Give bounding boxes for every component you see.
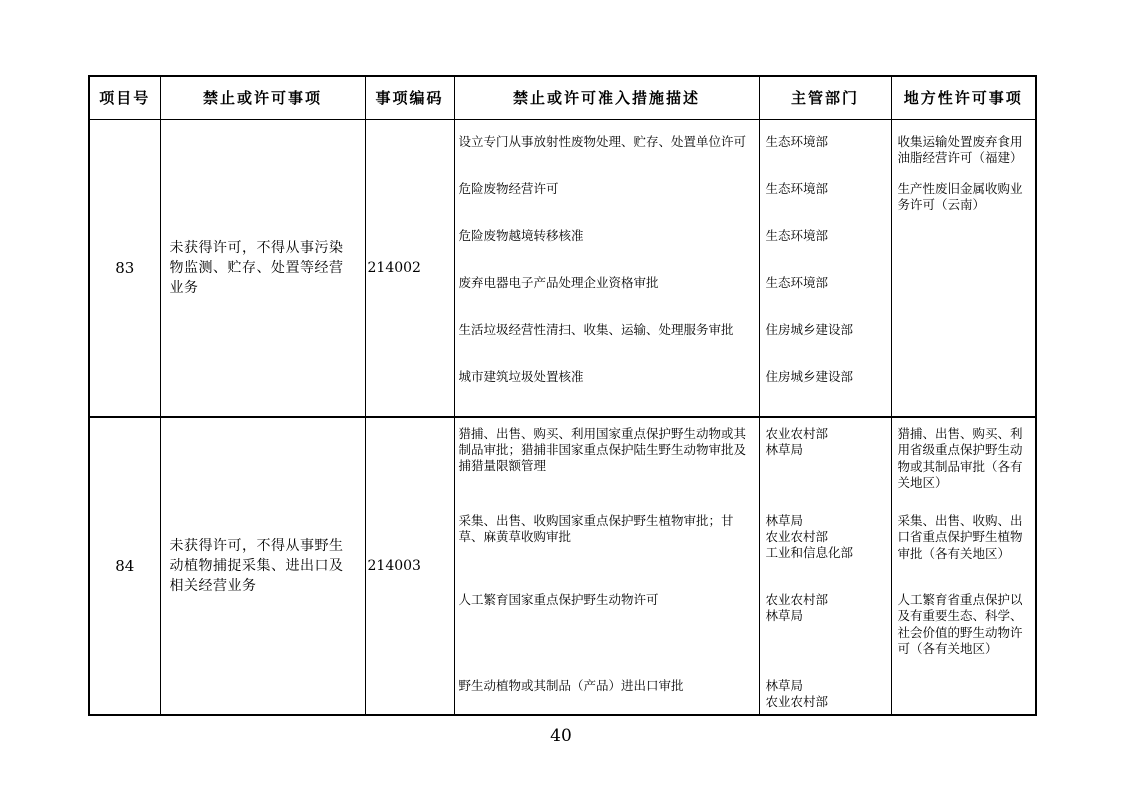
- header-local-permit-item: 地方性许可事项: [891, 76, 1036, 119]
- measure-text: 危险废物经营许可: [458, 180, 559, 196]
- department-stack: [760, 120, 891, 416]
- measure-entry: [455, 369, 759, 416]
- dept-entry: [760, 513, 891, 592]
- local-permit-text: 猎捕、出售、购买、利用省级重点保护野生动物或其制品审批（各有关地区）: [897, 425, 1023, 490]
- item-code: 214003: [367, 557, 421, 574]
- dept-name: 农业农村部: [765, 425, 829, 441]
- prohibited-item-text: 未获得许可，不得从事野生动植物捕捉采集、进出口及相关经营业务: [169, 537, 344, 594]
- project-number: 83: [115, 258, 135, 277]
- dept-name: 生态环境部: [765, 180, 829, 196]
- measure-entry: [455, 426, 759, 513]
- local-entry: [892, 134, 1036, 181]
- dept-name: 住房城乡建设部: [765, 321, 854, 337]
- measure-text: 采集、出售、收购国家重点保护野生植物审批；甘草、麻黄草收购审批: [458, 512, 734, 544]
- local-permit-stack: [892, 418, 1036, 714]
- dept-entry: [760, 228, 891, 275]
- measure-text: 危险废物越境转移核准: [458, 227, 584, 243]
- dept-name: 林草局: [765, 607, 804, 623]
- departments-cell: [759, 417, 891, 715]
- measure-text: 人工繁育国家重点保护野生动物许可: [458, 591, 659, 607]
- dept-name: 农业农村部: [765, 528, 829, 544]
- measure-entry: [455, 592, 759, 678]
- measure-entry: [455, 322, 759, 369]
- measure-text: 野生动植物或其制品（产品）进出口审批: [458, 677, 684, 693]
- local-entry: [892, 228, 1036, 275]
- local-entry: [892, 678, 1036, 714]
- header-item-code: 事项编码: [365, 76, 454, 119]
- table-row-84: [89, 417, 1036, 715]
- header-competent-department: 主管部门: [759, 76, 891, 119]
- header-measure-description: 禁止或许可准入措施描述: [454, 76, 759, 119]
- item-code-cell: [365, 119, 454, 417]
- dept-name: 林草局: [765, 512, 804, 528]
- project-number: 84: [115, 556, 135, 575]
- dept-entry: [760, 592, 891, 678]
- measure-entry: [455, 228, 759, 275]
- measure-stack: [455, 120, 759, 416]
- dept-name: 生态环境部: [765, 227, 829, 243]
- measure-text: 废弃电器电子产品处理企业资格审批: [458, 274, 659, 290]
- local-entry: [892, 426, 1036, 513]
- local-permit-text: 收集运输处置废弃食用油脂经营许可（福建）: [897, 133, 1023, 165]
- header-prohibited-item: 禁止或许可事项: [160, 76, 365, 119]
- dept-entry: [760, 369, 891, 416]
- table-row-83: [89, 119, 1036, 417]
- dept-entry: [760, 426, 891, 513]
- item-code: 214002: [367, 259, 421, 276]
- local-entry: [892, 369, 1036, 416]
- dept-name: 农业农村部: [765, 693, 829, 709]
- local-entry: [892, 592, 1036, 678]
- local-entry: [892, 181, 1036, 228]
- header-project-number: 项目号: [89, 76, 160, 119]
- prohibited-item-cell: [160, 119, 365, 417]
- measures-cell: [454, 119, 759, 417]
- measure-stack: [455, 418, 759, 714]
- local-permits-cell: [891, 417, 1036, 715]
- local-permit-stack: [892, 120, 1036, 416]
- dept-entry: [760, 181, 891, 228]
- departments-cell: [759, 119, 891, 417]
- local-entry: [892, 513, 1036, 592]
- measure-text: 设立专门从事放射性废物处理、贮存、处置单位许可: [458, 133, 747, 149]
- dept-entry: [760, 678, 891, 714]
- dept-entry: [760, 134, 891, 181]
- item-code-cell: [365, 417, 454, 715]
- dept-name: 林草局: [765, 677, 804, 693]
- dept-entry: [760, 322, 891, 369]
- dept-name: 生态环境部: [765, 274, 829, 290]
- measure-entry: [455, 678, 759, 714]
- prohibited-item-text: 未获得许可，不得从事污染物监测、贮存、处置等经营业务: [169, 239, 344, 296]
- local-entry: [892, 322, 1036, 369]
- measure-entry: [455, 275, 759, 322]
- local-permits-cell: [891, 119, 1036, 417]
- dept-name: 工业和信息化部: [765, 544, 854, 560]
- measures-cell: [454, 417, 759, 715]
- dept-name: 农业农村部: [765, 591, 829, 607]
- table-header-row: [89, 76, 1036, 119]
- permit-table: [88, 75, 1037, 716]
- local-permit-text: 生产性废旧金属收购业务许可（云南）: [897, 180, 1023, 212]
- local-entry: [892, 275, 1036, 322]
- department-stack: [760, 418, 891, 714]
- measure-entry: [455, 513, 759, 592]
- measure-text: 生活垃圾经营性清扫、收集、运输、处理服务审批: [458, 321, 734, 337]
- measure-text: 猎捕、出售、购买、利用国家重点保护野生动物或其制品审批；猎捕非国家重点保护陆生野生动物审批及捕猎量限额管理: [458, 425, 747, 473]
- prohibited-item-cell: [160, 417, 365, 715]
- dept-name: 林草局: [765, 441, 804, 457]
- measure-text: 城市建筑垃圾处置核准: [458, 368, 584, 384]
- measure-entry: [455, 181, 759, 228]
- dept-name: 住房城乡建设部: [765, 368, 854, 384]
- local-permit-text: 采集、出售、收购、出口省重点保护野生植物审批（各有关地区）: [897, 512, 1023, 561]
- dept-name: 生态环境部: [765, 133, 829, 149]
- project-number-cell: [89, 119, 160, 417]
- project-number-cell: [89, 417, 160, 715]
- local-permit-text: 人工繁育省重点保护以及有重要生态、科学、社会价值的野生动物许可（各有关地区）: [897, 591, 1023, 656]
- page-number: 40: [550, 726, 572, 746]
- measure-entry: [455, 134, 759, 181]
- dept-entry: [760, 275, 891, 322]
